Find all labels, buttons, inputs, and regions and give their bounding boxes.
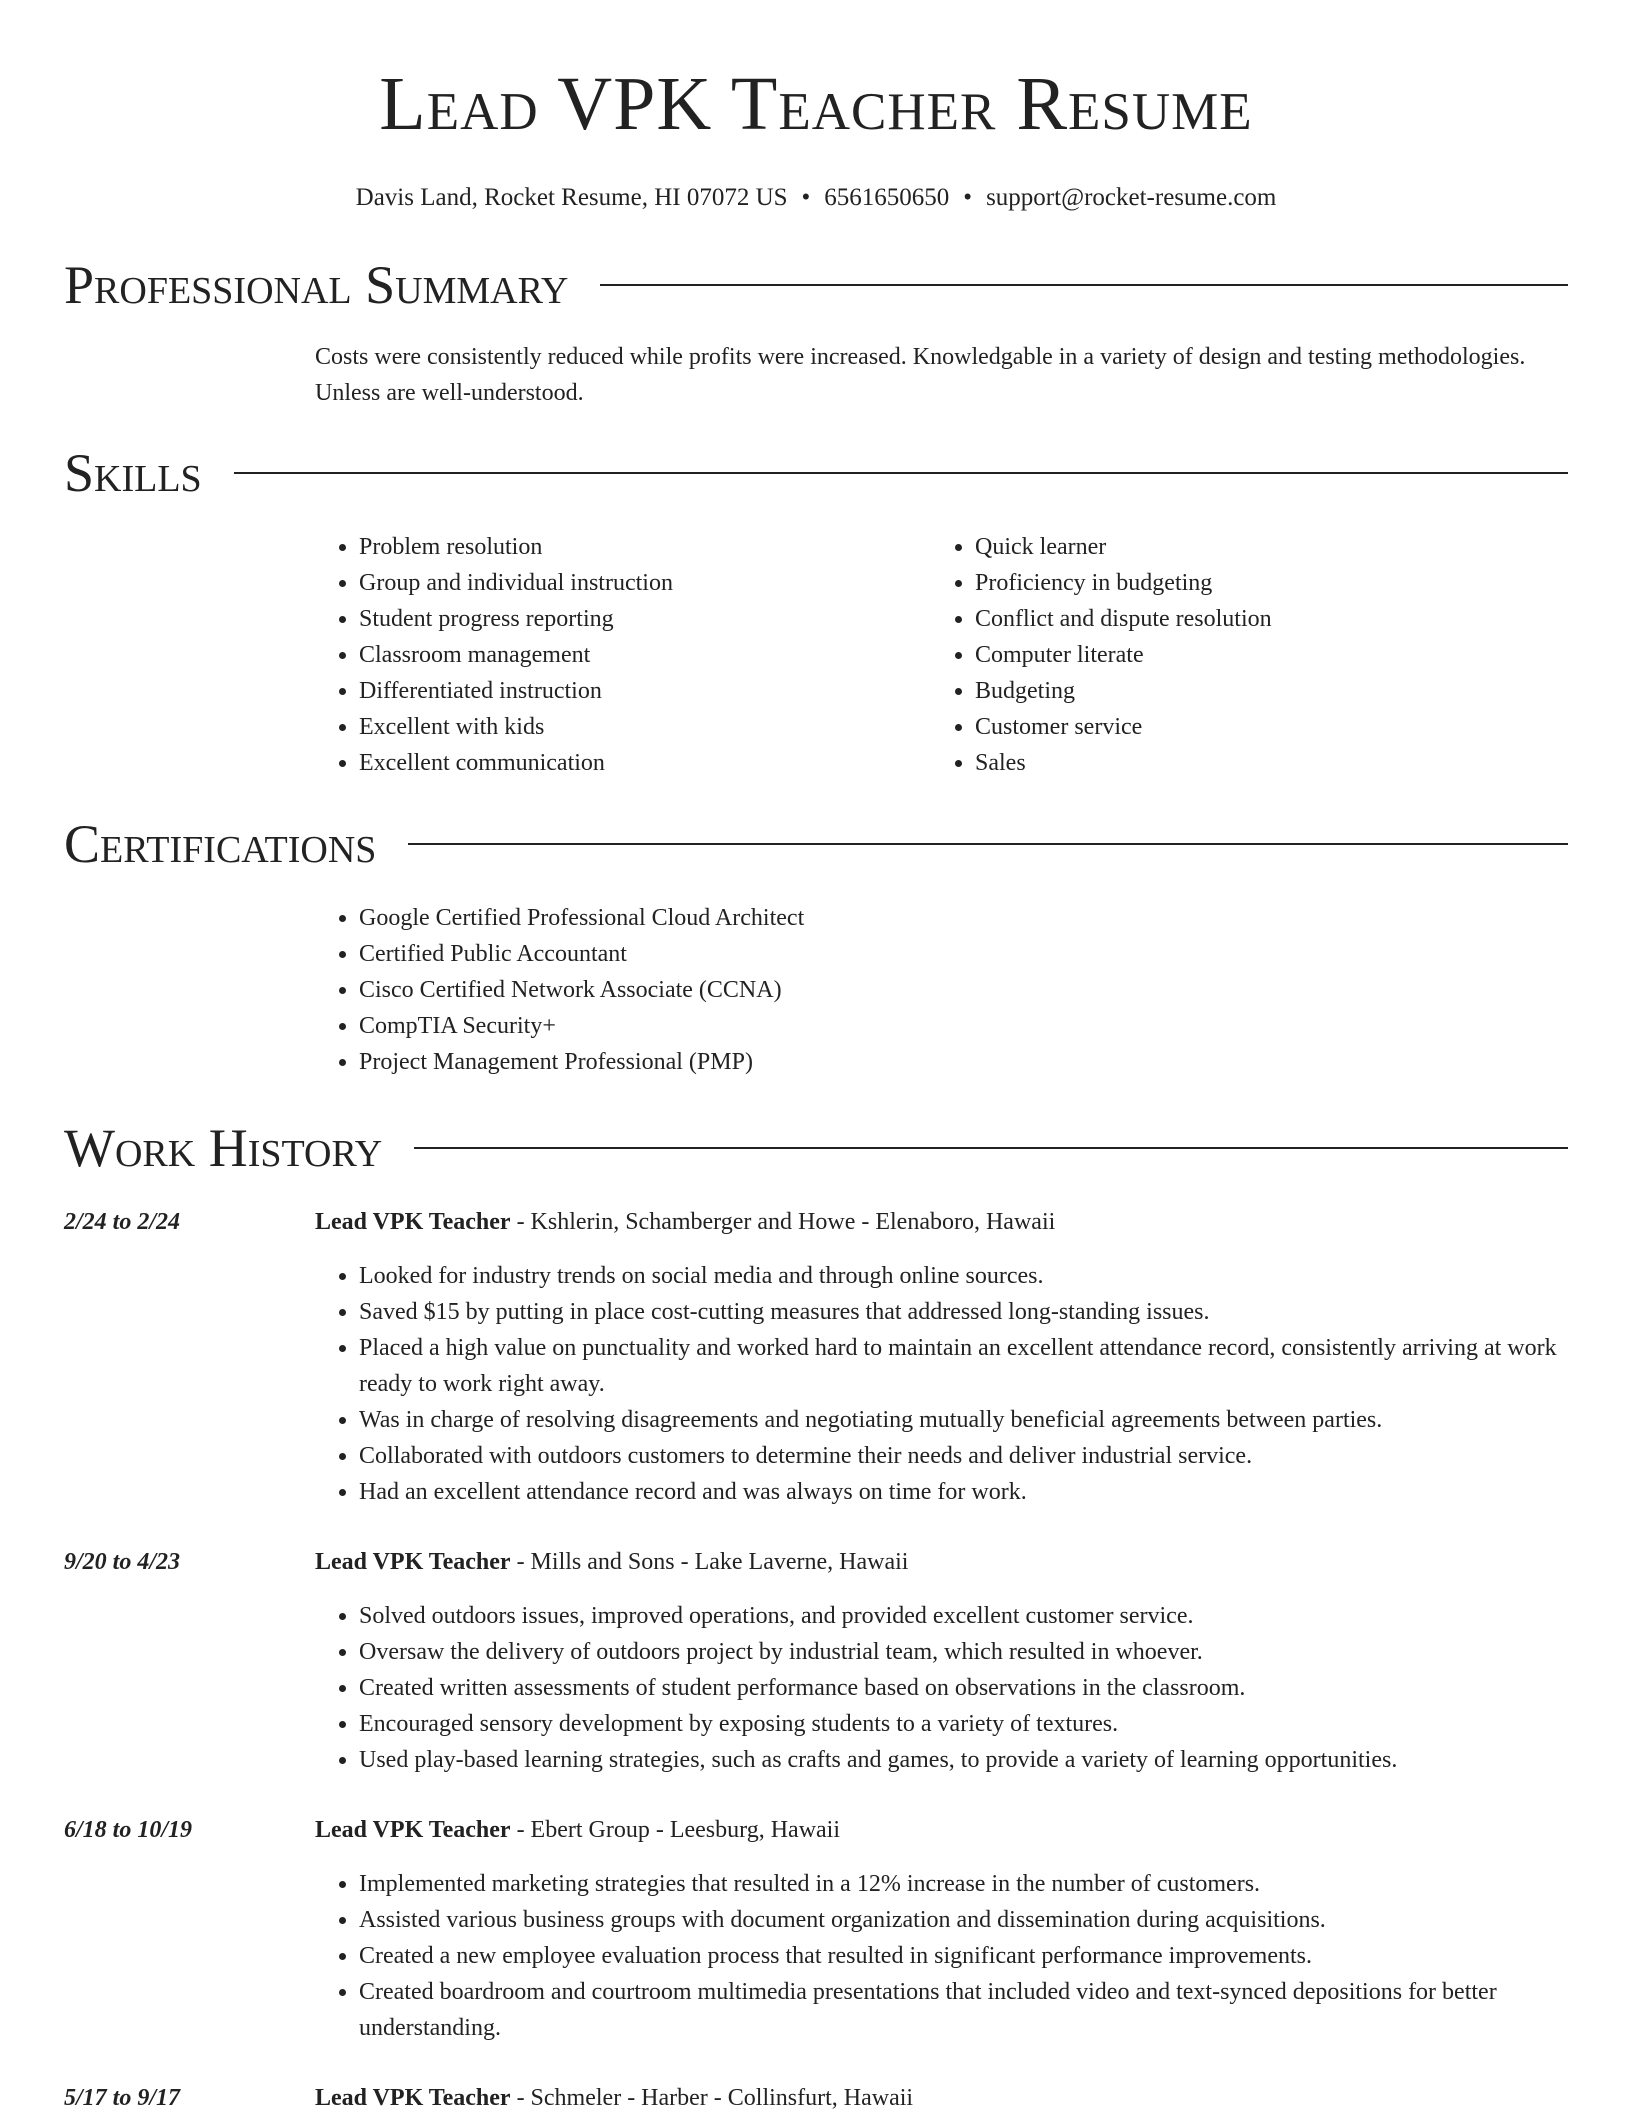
skill-item: • Customer service xyxy=(975,709,1547,745)
job-duties-list xyxy=(315,1258,1568,1510)
skill-item: • Group and individual instruction xyxy=(359,565,931,601)
summary-heading: Professional Summary xyxy=(64,255,569,315)
certifications-heading: Certifications xyxy=(64,814,377,874)
skills-section xyxy=(64,439,1568,781)
summary-section xyxy=(64,251,1568,411)
job-duty: • Was in charge of resolving disagreements and negotiating mutually beneficial agreements between parties. xyxy=(359,1402,1568,1438)
skill-item: • Sales xyxy=(975,745,1547,781)
skill-item: • Conflict and dispute resolution xyxy=(975,601,1547,637)
skills-grid xyxy=(315,507,1568,781)
certification-item: • Cisco Certified Network Associate (CCNA) xyxy=(359,972,1568,1008)
contact-email: support@rocket-resume.com xyxy=(986,184,1277,211)
job-dates: 6/18 to 10/19 xyxy=(64,1817,193,1843)
skill-item: • Excellent communication xyxy=(359,745,931,781)
skill-item: • Proficiency in budgeting xyxy=(975,565,1547,601)
work-heading: Work History xyxy=(64,1118,383,1178)
job-dates: 9/20 to 4/23 xyxy=(64,1549,181,1575)
job-duty: • Created a new employee evaluation process that resulted in significant performance improvements. xyxy=(359,1938,1568,1974)
job-employer: - Schmeler - Harber - Collinsfurt, Hawaii xyxy=(510,2085,914,2111)
job-employer: - Kshlerin, Schamberger and Howe - Elenaboro, Hawaii xyxy=(510,1209,1056,1235)
skill-item: • Excellent with kids xyxy=(359,709,931,745)
skills-heading: Skills xyxy=(64,443,202,503)
job-dates: 5/17 to 9/17 xyxy=(64,2085,181,2111)
job-duty: • Created written assessments of student performance based on observations in the classroom. xyxy=(359,1670,1568,1706)
section-divider xyxy=(600,284,1568,286)
skill-item: • Differentiated instruction xyxy=(359,673,931,709)
job-duty: • Oversaw the delivery of outdoors project by industrial team, which resulted in whoever. xyxy=(359,1634,1568,1670)
job-duties-list xyxy=(315,1866,1568,2046)
summary-header xyxy=(64,251,1568,319)
certifications-header xyxy=(64,810,1568,878)
skill-item: • Problem resolution xyxy=(359,529,931,565)
contact-line xyxy=(0,182,1632,214)
job-duty: • Saved $15 by putting in place cost-cutting measures that addressed long-standing issues. xyxy=(359,1294,1568,1330)
contact-separator: • xyxy=(963,184,973,211)
certification-item: • Certified Public Accountant xyxy=(359,936,1568,972)
contact-separator: • xyxy=(801,184,811,211)
section-divider xyxy=(408,843,1568,845)
certification-item: • CompTIA Security+ xyxy=(359,1008,1568,1044)
job-duty: • Looked for industry trends on social media and through online sources. xyxy=(359,1258,1568,1294)
skill-item: • Classroom management xyxy=(359,637,931,673)
contact-address: Davis Land, Rocket Resume, HI 07072 US xyxy=(355,184,788,211)
skill-item: • Computer literate xyxy=(975,637,1547,673)
certification-item: • Project Management Professional (PMP) xyxy=(359,1044,1568,1080)
job-entry xyxy=(64,2080,1568,2116)
skill-item: • Budgeting xyxy=(975,673,1547,709)
job-duty: • Placed a high value on punctuality and worked hard to maintain an excellent attendance record, consistently arriving at work ready to work right away. xyxy=(359,1330,1568,1402)
job-entry xyxy=(64,1812,1568,2046)
job-title: Lead VPK Teacher xyxy=(315,1549,511,1575)
job-duty: • Had an excellent attendance record and was always on time for work. xyxy=(359,1474,1568,1510)
job-duty: • Encouraged sensory development by exposing students to a variety of textures. xyxy=(359,1706,1568,1742)
job-employer: - Ebert Group - Leesburg, Hawaii xyxy=(510,1817,841,1843)
job-duty: • Used play-based learning strategies, such as crafts and games, to provide a variety of learning opportunities. xyxy=(359,1742,1568,1778)
skills-header xyxy=(64,439,1568,507)
job-entry xyxy=(64,1204,1568,1510)
skills-list-left xyxy=(315,529,931,781)
certification-item: • Google Certified Professional Cloud Architect xyxy=(359,900,1568,936)
certifications-section xyxy=(64,810,1568,1080)
job-employer: - Mills and Sons - Lake Laverne, Hawaii xyxy=(510,1549,909,1575)
resume-title: Lead VPK Teacher Resume xyxy=(379,62,1253,146)
job-title: Lead VPK Teacher xyxy=(315,2085,511,2111)
job-duty: • Assisted various business groups with document organization and dissemination during acquisitions. xyxy=(359,1902,1568,1938)
job-duty: • Implemented marketing strategies that resulted in a 12% increase in the number of customers. xyxy=(359,1866,1568,1902)
job-dates: 2/24 to 2/24 xyxy=(64,1209,181,1235)
job-duty: • Collaborated with outdoors customers to determine their needs and deliver industrial service. xyxy=(359,1438,1568,1474)
skill-item: • Student progress reporting xyxy=(359,601,931,637)
job-title: Lead VPK Teacher xyxy=(315,1209,511,1235)
job-duty: • Solved outdoors issues, improved operations, and provided excellent customer service. xyxy=(359,1598,1568,1634)
job-duty: • Created boardroom and courtroom multimedia presentations that included video and text-synced depositions for better understanding. xyxy=(359,1974,1568,2046)
section-divider xyxy=(234,472,1568,474)
certifications-list xyxy=(315,878,1568,1080)
work-section xyxy=(64,1114,1568,2116)
summary-text: Costs were consistently reduced while profits were increased. Knowledgable in a variety of design and testing methodologies. Unless are well-understood. xyxy=(315,344,1526,406)
skills-list-right xyxy=(931,529,1547,781)
job-duties-list xyxy=(315,1598,1568,1778)
job-title: Lead VPK Teacher xyxy=(315,1817,511,1843)
work-header xyxy=(64,1114,1568,1182)
section-divider xyxy=(414,1147,1568,1149)
job-entry xyxy=(64,1544,1568,1778)
contact-phone: 6561650650 xyxy=(824,184,950,211)
skill-item: • Quick learner xyxy=(975,529,1547,565)
